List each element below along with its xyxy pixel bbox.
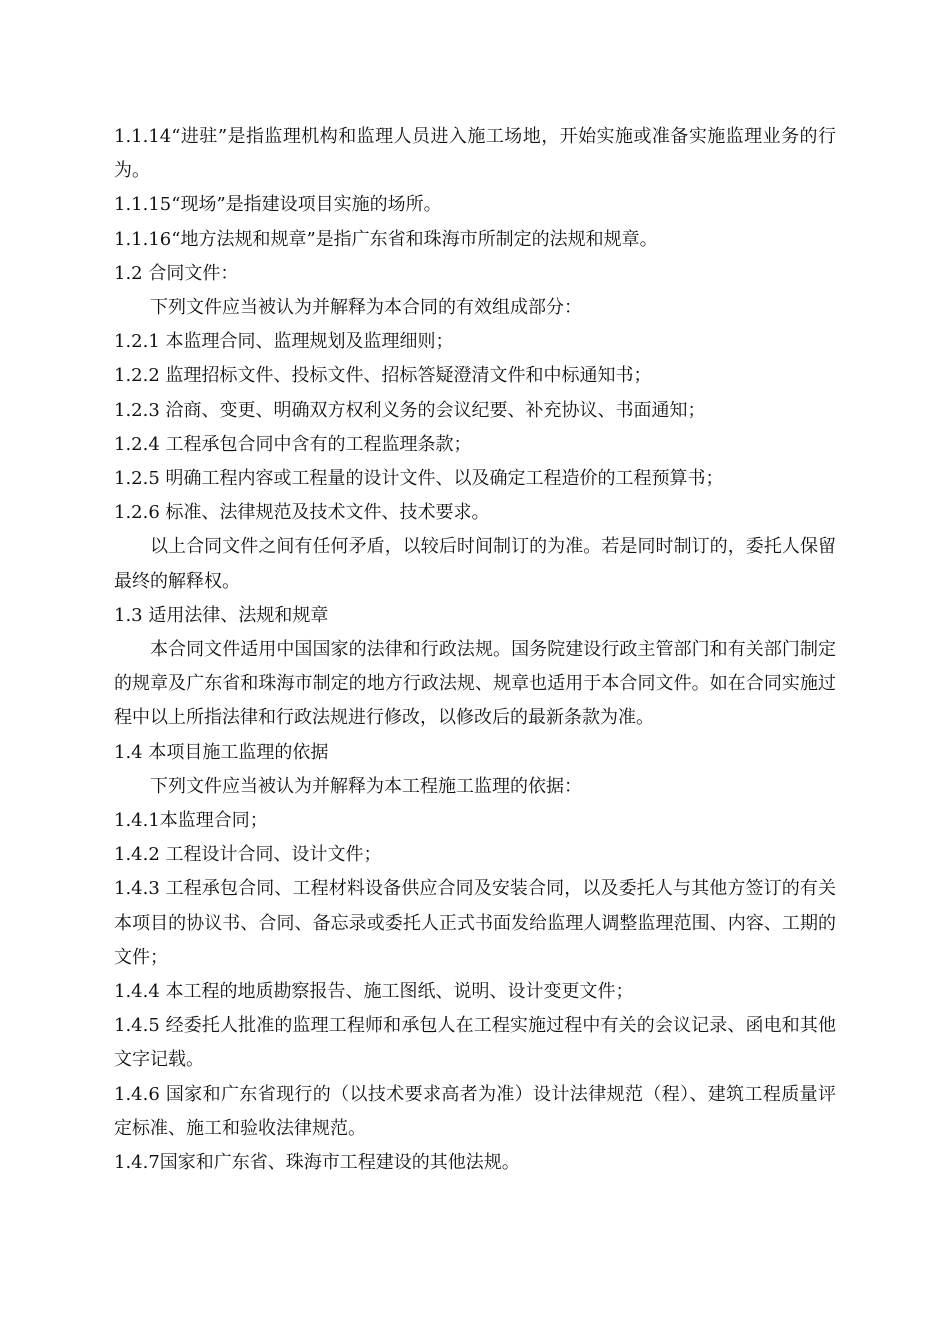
paragraph: 1.4.5 经委托人批准的监理工程师和承包人在工程实施过程中有关的会议记录、函电和其他文字记载。 bbox=[114, 1015, 836, 1071]
paragraph: 1.2.2 监理招标文件、投标文件、招标答疑澄清文件和中标通知书； bbox=[114, 365, 652, 387]
paragraph: 1.2.5 明确工程内容或工程量的设计文件、以及确定工程造价的工程预算书； bbox=[114, 468, 724, 490]
paragraph: 1.4.7国家和广东省、珠海市工程建设的其他法规。 bbox=[114, 1152, 520, 1174]
paragraph: 1.4.1本监理合同； bbox=[114, 810, 268, 832]
paragraph: 本合同文件适用中国国家的法律和行政法规。国务院建设行政主管部门和有关部门制定的规章及广东省和珠海市制定的地方行政法规、规章也适用于本合同文件。如在合同实施过程中以上所指法律和行政法规进行修改，以修改后的最新条款为准。 bbox=[114, 639, 836, 729]
document-body bbox=[114, 120, 836, 1180]
paragraph: 1.2 合同文件： bbox=[114, 262, 239, 284]
paragraph: 1.2.6 标准、法律规范及技术文件、技术要求。 bbox=[114, 502, 490, 524]
paragraph: 1.4 本项目施工监理的依据 bbox=[114, 741, 329, 763]
paragraph: 1.4.6 国家和广东省现行的（以技术要求高者为准）设计法律规范（程）、建筑工程质量评定标准、施工和验收法律规范。 bbox=[114, 1083, 836, 1139]
paragraph: 1.4.4 本工程的地质勘察报告、施工图纸、说明、设计变更文件； bbox=[114, 981, 634, 1003]
paragraph: 1.4.2 工程设计合同、设计文件； bbox=[114, 844, 382, 866]
paragraph: 下列文件应当被认为并解释为本工程施工监理的依据： bbox=[150, 775, 582, 797]
paragraph: 1.1.14“进驻”是指监理机构和监理人员进入施工场地，开始实施或准备实施监理业务的行为。 bbox=[114, 126, 836, 182]
paragraph: 1.3 适用法律、法规和规章 bbox=[114, 604, 329, 626]
paragraph: 1.2.3 洽商、变更、明确双方权利义务的会议纪要、补充协议、书面通知； bbox=[114, 399, 706, 421]
paragraph: 以上合同文件之间有任何矛盾，以较后时间制订的为准。若是同时制订的，委托人保留最终的解释权。 bbox=[114, 536, 836, 592]
paragraph: 1.2.1 本监理合同、监理规划及监理细则； bbox=[114, 331, 454, 353]
paragraph: 下列文件应当被认为并解释为本合同的有效组成部分： bbox=[150, 297, 582, 319]
paragraph: 1.1.16“地方法规和规章”是指广东省和珠海市所制定的法规和规章。 bbox=[114, 228, 658, 250]
paragraph: 1.2.4 工程承包合同中含有的工程监理条款； bbox=[114, 433, 472, 455]
paragraph: 1.4.3 工程承包合同、工程材料设备供应合同及安装合同，以及委托人与其他方签订的有关本项目的协议书、合同、备忘录或委托人正式书面发给监理人调整监理范围、内容、工期的文件； bbox=[114, 878, 836, 968]
paragraph: 1.1.15“现场”是指建设项目实施的场所。 bbox=[114, 194, 442, 216]
